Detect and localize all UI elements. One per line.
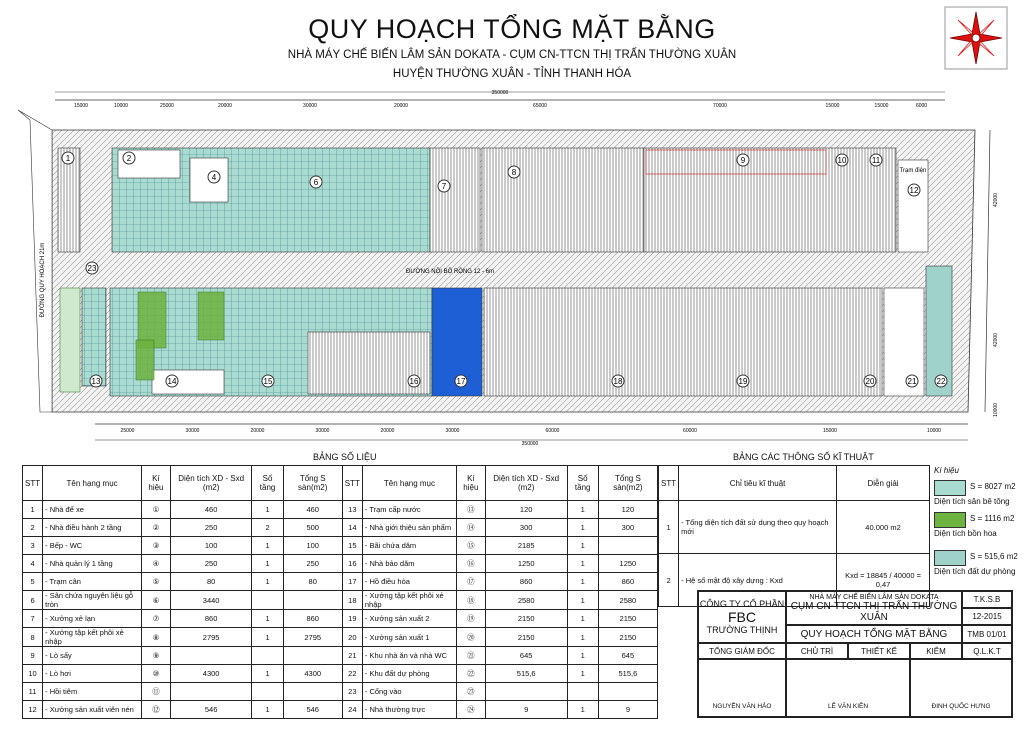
table-cell: ㉔: [456, 701, 485, 719]
table-cell: 300: [598, 519, 657, 537]
data-table-header: STT: [23, 466, 43, 501]
table-cell: 80: [283, 573, 342, 591]
table-cell: 1: [659, 501, 679, 554]
project-box: [786, 591, 962, 625]
table-cell: [170, 683, 252, 701]
bottom-dim-label: 30000: [315, 428, 330, 434]
table-cell: 4300: [170, 665, 252, 683]
table-row: [23, 501, 658, 519]
table-cell: 100: [283, 537, 342, 555]
bottom-dim-label: 15000: [823, 428, 837, 434]
table-cell: - Xưởng sản xuất viên nén: [43, 701, 142, 719]
table-cell: 1: [567, 628, 598, 647]
table-row: [659, 501, 930, 554]
table-cell: 515,6: [485, 665, 567, 683]
table-cell: ①: [142, 501, 171, 519]
table-cell: 2150: [598, 610, 657, 628]
top-dim-label: 10000: [114, 103, 128, 109]
table-cell: 22: [342, 665, 362, 683]
lot-8: [482, 148, 644, 252]
table-cell: 2580: [485, 591, 567, 610]
table-cell: 2150: [598, 628, 657, 647]
table-row: [23, 591, 658, 610]
table-cell: 2: [659, 554, 679, 607]
svg-text:6: 6: [313, 178, 319, 187]
name-manager: ĐINH QUỐC HƯNG: [910, 659, 1012, 717]
legend-label-flower: Diện tích bồn hoa: [934, 529, 997, 538]
table-cell: ⑥: [142, 591, 171, 610]
table-cell: [283, 683, 342, 701]
table-cell: - Xưởng xẻ lạn: [43, 610, 142, 628]
data-table-header: Tổng S sàn(m2): [598, 466, 657, 501]
table-cell: - Xưởng tập kết phôi xẻ nhập: [362, 591, 456, 610]
role-lead: CHỦ TRÌ: [786, 643, 848, 659]
table-cell: ⑩: [142, 665, 171, 683]
tech-table-header: STT: [659, 466, 679, 501]
table-row: [23, 519, 658, 537]
svg-text:19: 19: [738, 377, 748, 386]
table-cell: - Bãi chứa dăm: [362, 537, 456, 555]
table-cell: [252, 683, 283, 701]
svg-text:10: 10: [837, 156, 847, 165]
table-cell: [598, 683, 657, 701]
left-planned-road: [18, 110, 52, 412]
drawing-title: QUY HOẠCH TỔNG MẶT BẰNG: [786, 625, 962, 643]
table-cell: 2185: [485, 537, 567, 555]
table-cell: 860: [598, 573, 657, 591]
table-cell: 9: [23, 647, 43, 665]
table-cell: ⑭: [456, 519, 485, 537]
table-cell: - Bếp - WC: [43, 537, 142, 555]
svg-text:15: 15: [263, 377, 273, 386]
table-cell: ㉓: [456, 683, 485, 701]
table-cell: 21: [342, 647, 362, 665]
bottom-dim-label: 10000: [927, 428, 941, 434]
table-cell: - Lò sấy: [43, 647, 142, 665]
table-cell: 2795: [170, 628, 252, 647]
sheet-number: TMB 01/01: [962, 625, 1012, 643]
svg-text:11: 11: [871, 156, 881, 165]
top-dim-label: 6000: [915, 103, 928, 109]
table-cell: - Khu nhà ăn và nhà WC: [362, 647, 456, 665]
table-cell: 645: [485, 647, 567, 665]
company-sub: TRƯỜNG THỊNH: [706, 625, 778, 635]
table-cell: - Nhà điều hành 2 tầng: [43, 519, 142, 537]
table-cell: - Trạm cấp nước: [362, 501, 456, 519]
table-cell: 11: [23, 683, 43, 701]
data-table-header: Diện tích XD - Sxd (m2): [170, 466, 252, 501]
top-dim-label: 65000: [533, 103, 547, 109]
table-cell: [283, 647, 342, 665]
table-cell: 1: [252, 701, 283, 719]
table-cell: ⑲: [456, 610, 485, 628]
table-row: [23, 628, 658, 647]
bottom-dim-label: 20000: [250, 428, 265, 434]
role-manager: Q.L.K.T: [962, 643, 1012, 659]
table-cell: 15: [342, 537, 362, 555]
right-dim-label: 42000: [993, 333, 999, 347]
table-cell: 100: [170, 537, 252, 555]
table-cell: 250: [283, 555, 342, 573]
company-name: FBC: [728, 609, 756, 625]
right-dim-label: 42000: [993, 193, 999, 207]
legend-label-concrete: Diện tích sân bê tông: [934, 497, 1010, 506]
table-cell: ②: [142, 519, 171, 537]
table-cell: 4300: [283, 665, 342, 683]
table-cell: 8: [23, 628, 43, 647]
table-cell: 19: [342, 610, 362, 628]
data-table-header: Diện tích XD - Sxd (m2): [485, 466, 567, 501]
table-cell: ④: [142, 555, 171, 573]
lot-13: [82, 288, 106, 386]
right-dimension-line: [985, 130, 990, 412]
table-cell: 120: [598, 501, 657, 519]
tech-table-header: Diễn giải: [837, 466, 930, 501]
table-cell: 460: [283, 501, 342, 519]
legend-swatch-concrete: [934, 480, 966, 496]
table-cell: 7: [23, 610, 43, 628]
table-cell: 3: [23, 537, 43, 555]
table-cell: 24: [342, 701, 362, 719]
legend-value-reserve: S = 515,6 m2: [970, 552, 1018, 561]
table-row: [23, 555, 658, 573]
top-dim-label: 15000: [874, 103, 889, 109]
table-cell: 18: [342, 591, 362, 610]
table-cell: 13: [342, 501, 362, 519]
lot-7: [430, 148, 480, 252]
legend-value-concrete: S = 8027 m2: [970, 482, 1016, 491]
table-cell: 500: [283, 519, 342, 537]
table-cell: 250: [170, 519, 252, 537]
top-dim-label: 25000: [160, 103, 174, 109]
bottom-total-dim: 350000: [521, 441, 539, 447]
role-designer: THIẾT KẾ: [848, 643, 910, 659]
legend-title: Kí hiệu: [934, 466, 959, 475]
table-cell: ⑱: [456, 591, 485, 610]
table-cell: 1: [567, 665, 598, 683]
legend-value-flower: S = 1116 m2: [970, 514, 1015, 523]
internal-road: [60, 256, 960, 284]
svg-text:12: 12: [909, 186, 919, 195]
table-cell: 10: [23, 665, 43, 683]
project-subtitle: NHÀ MÁY CHẾ BIẾN LÂM SẢN DOKATA - CỤM CN-TTCN THỊ TRẤN THƯỜNG XUÂN: [287, 49, 737, 61]
svg-text:21: 21: [907, 377, 917, 386]
company-label: CÔNG TY CỔ PHẦN: [699, 599, 785, 609]
table-cell: 860: [485, 573, 567, 591]
table-cell: 1250: [485, 555, 567, 573]
data-table-header: Số tầng: [567, 466, 598, 501]
table-cell: 860: [170, 610, 252, 628]
table-cell: 40.000 m2: [837, 501, 930, 554]
bottom-dim-label: 30000: [185, 428, 200, 434]
table-cell: ⑳: [456, 628, 485, 647]
table-row: [23, 665, 658, 683]
svg-text:20: 20: [865, 377, 875, 386]
data-table-caption: BẢNG SỐ LIỆU: [313, 452, 377, 462]
table-cell: 1: [567, 573, 598, 591]
table-cell: - Nhà thường trực: [362, 701, 456, 719]
table-cell: 1: [252, 555, 283, 573]
table-cell: 16: [342, 555, 362, 573]
table-cell: [485, 683, 567, 701]
svg-text:8: 8: [511, 168, 517, 177]
table-cell: ⑰: [456, 573, 485, 591]
bottom-dim-label: 25000: [120, 428, 135, 434]
svg-text:17: 17: [456, 377, 466, 386]
table-cell: - Cổng vào: [362, 683, 456, 701]
internal-road-label: ĐƯỜNG NỘI BỘ RỘNG 12 - 6m: [406, 269, 494, 275]
site-plan: [0, 88, 1024, 450]
table-cell: 1: [567, 519, 598, 537]
table-cell: 2: [252, 519, 283, 537]
tech-table-caption: BẢNG CÁC THÔNG SỐ KĨ THUẬT: [733, 452, 874, 462]
table-cell: - Tổng diện tích đất sử dụng theo quy hoạch mới: [679, 501, 837, 554]
top-dim-label: 30000: [303, 103, 317, 109]
table-cell: ⑦: [142, 610, 171, 628]
bottom-dim-label: 60000: [545, 428, 560, 434]
data-table-header: STT: [342, 466, 362, 501]
table-cell: 250: [170, 555, 252, 573]
table-cell: 1: [252, 610, 283, 628]
data-table-header: Kí hiệu: [142, 466, 171, 501]
table-cell: - Nhà quản lý 1 tầng: [43, 555, 142, 573]
bottom-dim-label: 20000: [380, 428, 395, 434]
svg-text:23: 23: [87, 264, 97, 273]
table-cell: ⑤: [142, 573, 171, 591]
data-table: [22, 465, 658, 719]
lot-18-19-20: [484, 288, 882, 396]
table-cell: ⑫: [142, 701, 171, 719]
table-cell: [252, 647, 283, 665]
table-cell: [598, 537, 657, 555]
table-cell: 546: [170, 701, 252, 719]
table-cell: 460: [170, 501, 252, 519]
table-cell: [252, 591, 283, 610]
svg-text:4: 4: [211, 173, 217, 182]
table-cell: ③: [142, 537, 171, 555]
table-cell: 120: [485, 501, 567, 519]
data-table-header: Tổng S sàn(m2): [283, 466, 342, 501]
table-row: [23, 610, 658, 628]
table-cell: 9: [598, 701, 657, 719]
table-cell: 1: [252, 537, 283, 555]
table-cell: 1: [567, 701, 598, 719]
bottom-dimension-line: [95, 424, 968, 440]
top-total-dim: 350000: [491, 90, 509, 96]
svg-text:2: 2: [126, 154, 132, 163]
title-block: [697, 590, 1013, 718]
table-cell: - Xưởng sản xuất 1: [362, 628, 456, 647]
table-row: [23, 647, 658, 665]
table-cell: 1: [252, 501, 283, 519]
table-cell: 20: [342, 628, 362, 647]
table-row: [23, 683, 658, 701]
role-director: TỔNG GIÁM ĐỐC: [698, 643, 786, 659]
role-checker: KIỂM: [910, 643, 962, 659]
table-cell: 645: [598, 647, 657, 665]
table-cell: 1: [567, 591, 598, 610]
data-table-header: Số tầng: [252, 466, 283, 501]
table-cell: 14: [342, 519, 362, 537]
table-cell: 860: [283, 610, 342, 628]
svg-text:7: 7: [441, 182, 447, 191]
table-cell: 546: [283, 701, 342, 719]
table-cell: 515,6: [598, 665, 657, 683]
tech-table: [658, 465, 930, 607]
top-dim-label: 70000: [713, 103, 727, 109]
bottom-dim-label: 60000: [683, 428, 697, 434]
table-cell: 2150: [485, 610, 567, 628]
table-cell: 1250: [598, 555, 657, 573]
svg-text:14: 14: [167, 377, 177, 386]
table-cell: 2580: [598, 591, 657, 610]
data-table-header: Tên hạng mục: [43, 466, 142, 501]
stage-code: T.K.S.B: [962, 591, 1012, 608]
table-cell: ㉑: [456, 647, 485, 665]
table-cell: 6: [23, 591, 43, 610]
table-cell: 1: [252, 665, 283, 683]
table-cell: 1: [252, 573, 283, 591]
table-cell: 1: [567, 501, 598, 519]
table-cell: ⑪: [142, 683, 171, 701]
data-table-header: Kí hiệu: [456, 466, 485, 501]
table-cell: - Xưởng sản xuất 2: [362, 610, 456, 628]
legend-swatch-reserve: [934, 550, 966, 566]
data-table-header: Tên hạng mục: [362, 466, 456, 501]
lot-9-10-11: [644, 148, 896, 252]
table-cell: ⑮: [456, 537, 485, 555]
table-cell: - Hồ điều hòa: [362, 573, 456, 591]
table-cell: 1: [252, 628, 283, 647]
svg-text:16: 16: [409, 377, 419, 386]
table-cell: 1: [567, 555, 598, 573]
table-cell: 1: [567, 537, 598, 555]
table-cell: 300: [485, 519, 567, 537]
top-dim-label: 15000: [825, 103, 840, 109]
table-cell: 1: [567, 647, 598, 665]
top-dim-label: 20000: [218, 103, 232, 109]
table-cell: - Nhà bảo dăm: [362, 555, 456, 573]
svg-text:13: 13: [91, 377, 101, 386]
table-cell: 9: [485, 701, 567, 719]
table-cell: - Hồi tiêm: [43, 683, 142, 701]
table-cell: 1: [23, 501, 43, 519]
project-line-2: CỤM CN-TTCN THỊ TRẤN THƯỜNG XUÂN: [790, 600, 958, 623]
table-cell: 2795: [283, 628, 342, 647]
table-cell: ㉒: [456, 665, 485, 683]
table-cell: 2: [23, 519, 43, 537]
table-cell: [283, 591, 342, 610]
table-cell: 5: [23, 573, 43, 591]
drawing-date: 12-2015: [962, 608, 1012, 625]
table-cell: Kxd = 18845 / 40000 = 0,47: [837, 554, 930, 607]
right-dim-label: 10000: [993, 403, 999, 417]
bottom-dim-label: 30000: [445, 428, 460, 434]
guard-label: Trạm điện: [899, 168, 927, 174]
svg-text:22: 22: [936, 377, 946, 386]
table-cell: ⑧: [142, 628, 171, 647]
table-cell: - Trạm cân: [43, 573, 142, 591]
legend-swatch-flower: [934, 512, 966, 528]
project-line-1: NHÀ MÁY CHẾ BIẾN LÂM SẢN DOKATA: [809, 593, 939, 601]
legend-label-reserve: Diện tích đất dự phòng: [934, 567, 1016, 576]
table-cell: ⑬: [456, 501, 485, 519]
table-cell: 12: [23, 701, 43, 719]
compass-rose-icon: [944, 6, 1008, 70]
page-title: QUY HOẠCH TỔNG MẶT BẰNG: [308, 14, 716, 44]
table-cell: 80: [170, 573, 252, 591]
table-cell: ⑯: [456, 555, 485, 573]
table-cell: - Nhà để xe: [43, 501, 142, 519]
table-cell: 2150: [485, 628, 567, 647]
table-row: [23, 537, 658, 555]
top-dim-label: 20000: [394, 103, 408, 109]
table-cell: - Xưởng tập kết phôi xẻ nhập: [43, 628, 142, 647]
table-cell: - Hệ số mật độ xây dựng : Kxd: [679, 554, 837, 607]
left-road-label: ĐƯỜNG QUY HOẠCH 21m: [40, 242, 46, 318]
company-box: [698, 591, 786, 643]
lot-14: [152, 370, 224, 394]
table-cell: [567, 683, 598, 701]
svg-text:1: 1: [65, 154, 71, 163]
location-subtitle: HUYỆN THƯỜNG XUÂN - TỈNH THANH HÓA: [392, 68, 632, 80]
name-lead: LÊ VĂN KIÊN: [786, 659, 910, 717]
table-cell: [170, 647, 252, 665]
table-cell: - Khu đất dự phòng: [362, 665, 456, 683]
tech-table-header: Chỉ tiêu kĩ thuật: [679, 466, 837, 501]
table-cell: 3440: [170, 591, 252, 610]
table-row: [23, 701, 658, 719]
top-dim-label: 15000: [74, 103, 88, 109]
svg-text:9: 9: [740, 156, 746, 165]
table-row: [23, 573, 658, 591]
table-cell: 17: [342, 573, 362, 591]
table-cell: 1: [567, 610, 598, 628]
name-director: NGUYỄN VĂN HẢO: [698, 659, 786, 717]
svg-text:18: 18: [613, 377, 623, 386]
table-cell: 4: [23, 555, 43, 573]
table-cell: - Nhà giới thiệu sản phẩm: [362, 519, 456, 537]
table-cell: ⑨: [142, 647, 171, 665]
table-cell: 23: [342, 683, 362, 701]
table-cell: - Lò hơi: [43, 665, 142, 683]
table-cell: - Sân chứa nguyên liệu gỗ tròn: [43, 591, 142, 610]
